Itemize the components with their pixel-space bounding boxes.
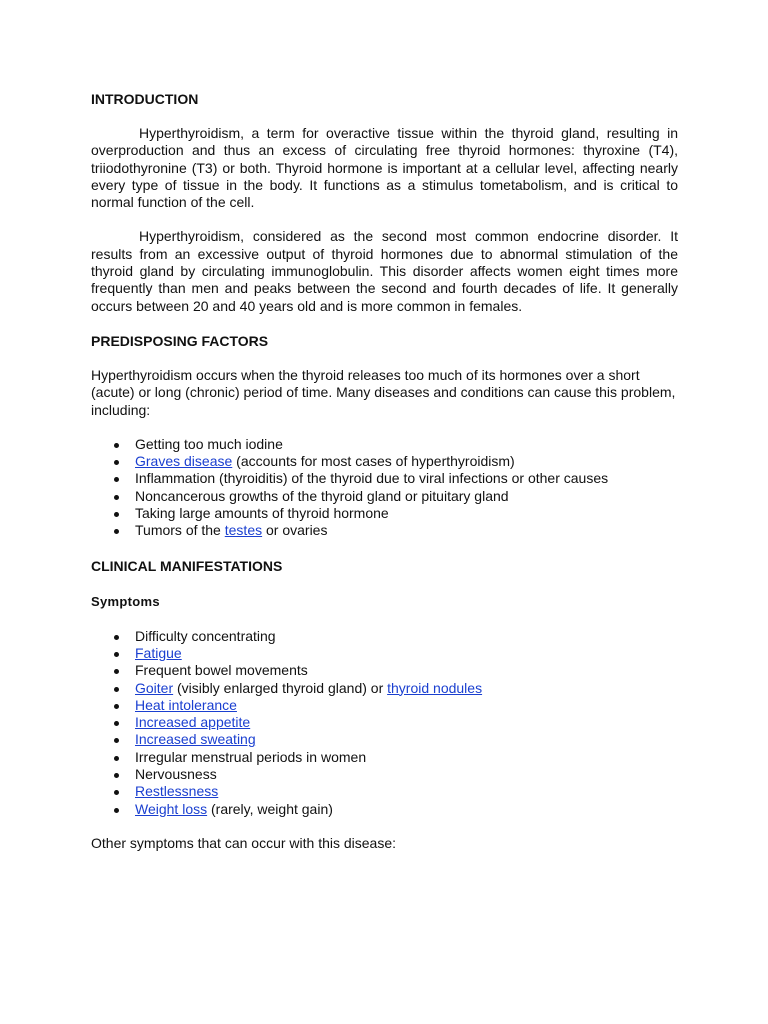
predisposing-heading: PREDISPOSING FACTORS — [91, 332, 269, 349]
graves-disease-link[interactable]: Graves disease — [135, 453, 233, 470]
bullet-icon — [114, 721, 119, 726]
heat-intolerance-link[interactable]: Heat intolerance — [135, 696, 237, 713]
symptoms-list — [91, 628, 678, 818]
bullet-icon — [114, 652, 119, 657]
bullet-icon — [114, 529, 119, 534]
bullet-icon — [114, 669, 119, 674]
goiter-link[interactable]: Goiter — [135, 679, 174, 696]
restlessness-link[interactable]: Restlessness — [135, 783, 219, 800]
bullet-icon — [114, 756, 119, 761]
list-item — [91, 783, 678, 800]
clinical-heading: CLINICAL MANIFESTATIONS — [91, 557, 283, 574]
list-item: Graves disease (accounts for most cases of hyperthyroidism) — [91, 453, 678, 470]
symptoms-heading: Symptoms — [91, 593, 160, 609]
bullet-icon — [114, 687, 119, 692]
list-item: Goiter (visibly enlarged thyroid gland) or thyroid nodules — [91, 680, 678, 697]
list-item: Weight loss (rarely, weight gain) — [91, 801, 678, 818]
list-item — [91, 731, 678, 748]
bullet-icon — [114, 460, 119, 465]
list-item: Irregular menstrual periods in women — [91, 749, 678, 766]
weight-loss-link[interactable]: Weight loss — [135, 800, 208, 817]
list-item: Frequent bowel movements — [91, 662, 678, 679]
bullet-icon — [114, 477, 119, 482]
increased-sweating-link[interactable]: Increased sweating — [135, 731, 256, 748]
intro-paragraph-2: Hyperthyroidism, considered as the second most common endocrine disorder. It results from an excessive output of thyroid hormones due to abnormal stimulation of the thyroid gland by circulating immunoglobulin. This disorder affects women eight times more frequently than men and peaks between the second and fourth decades of life. It generally occurs between 20 and 40 years old and is more common in females. — [91, 228, 678, 314]
list-item — [91, 697, 678, 714]
bullet-icon — [114, 635, 119, 640]
predisposing-intro: Hyperthyroidism occurs when the thyroid releases too much of its hormones over a short (acute) or long (chronic) period of time. Many diseases and conditions can cause this problem, including: — [91, 366, 676, 418]
list-item: Noncancerous growths of the thyroid gland or pituitary gland — [91, 488, 678, 505]
bullet-icon — [114, 808, 119, 813]
intro-heading: INTRODUCTION — [91, 91, 199, 107]
testes-link[interactable]: testes — [224, 522, 263, 539]
predisposing-list — [91, 436, 678, 540]
bullet-icon — [114, 790, 119, 795]
bullet-icon — [114, 738, 119, 743]
list-item: Getting too much iodine — [91, 436, 678, 453]
list-item: Taking large amounts of thyroid hormone — [91, 505, 678, 522]
list-item: Difficulty concentrating — [91, 628, 678, 645]
list-item: Inflammation (thyroiditis) of the thyroid due to viral infections or other causes — [91, 470, 678, 487]
thyroid-nodules-link[interactable]: thyroid nodules — [387, 679, 483, 696]
list-item: Nervousness — [91, 766, 678, 783]
list-item: Tumors of the testes or ovaries — [91, 522, 678, 539]
list-item — [91, 645, 678, 662]
bullet-icon — [114, 773, 119, 778]
bullet-icon — [114, 443, 119, 448]
intro-paragraph-1: Hyperthyroidism, a term for overactive tissue within the thyroid gland, resulting in overproduction and thus an excess of circulating free thyroid hormones: thyroxine (T4), triiodothyronine (T3) or both. Thyroid hormone is important at a cellular level, affecting nearly every type of tissue in the body. It functions as a stimulus tometabolism, and is critical to normal function of the cell. — [91, 125, 678, 211]
fatigue-link[interactable]: Fatigue — [135, 644, 182, 661]
other-symptoms-text: Other symptoms that can occur with this disease: — [91, 834, 397, 851]
list-item — [91, 714, 678, 731]
increased-appetite-link[interactable]: Increased appetite — [135, 714, 251, 731]
bullet-icon — [114, 704, 119, 709]
bullet-icon — [114, 495, 119, 500]
bullet-icon — [114, 512, 119, 517]
